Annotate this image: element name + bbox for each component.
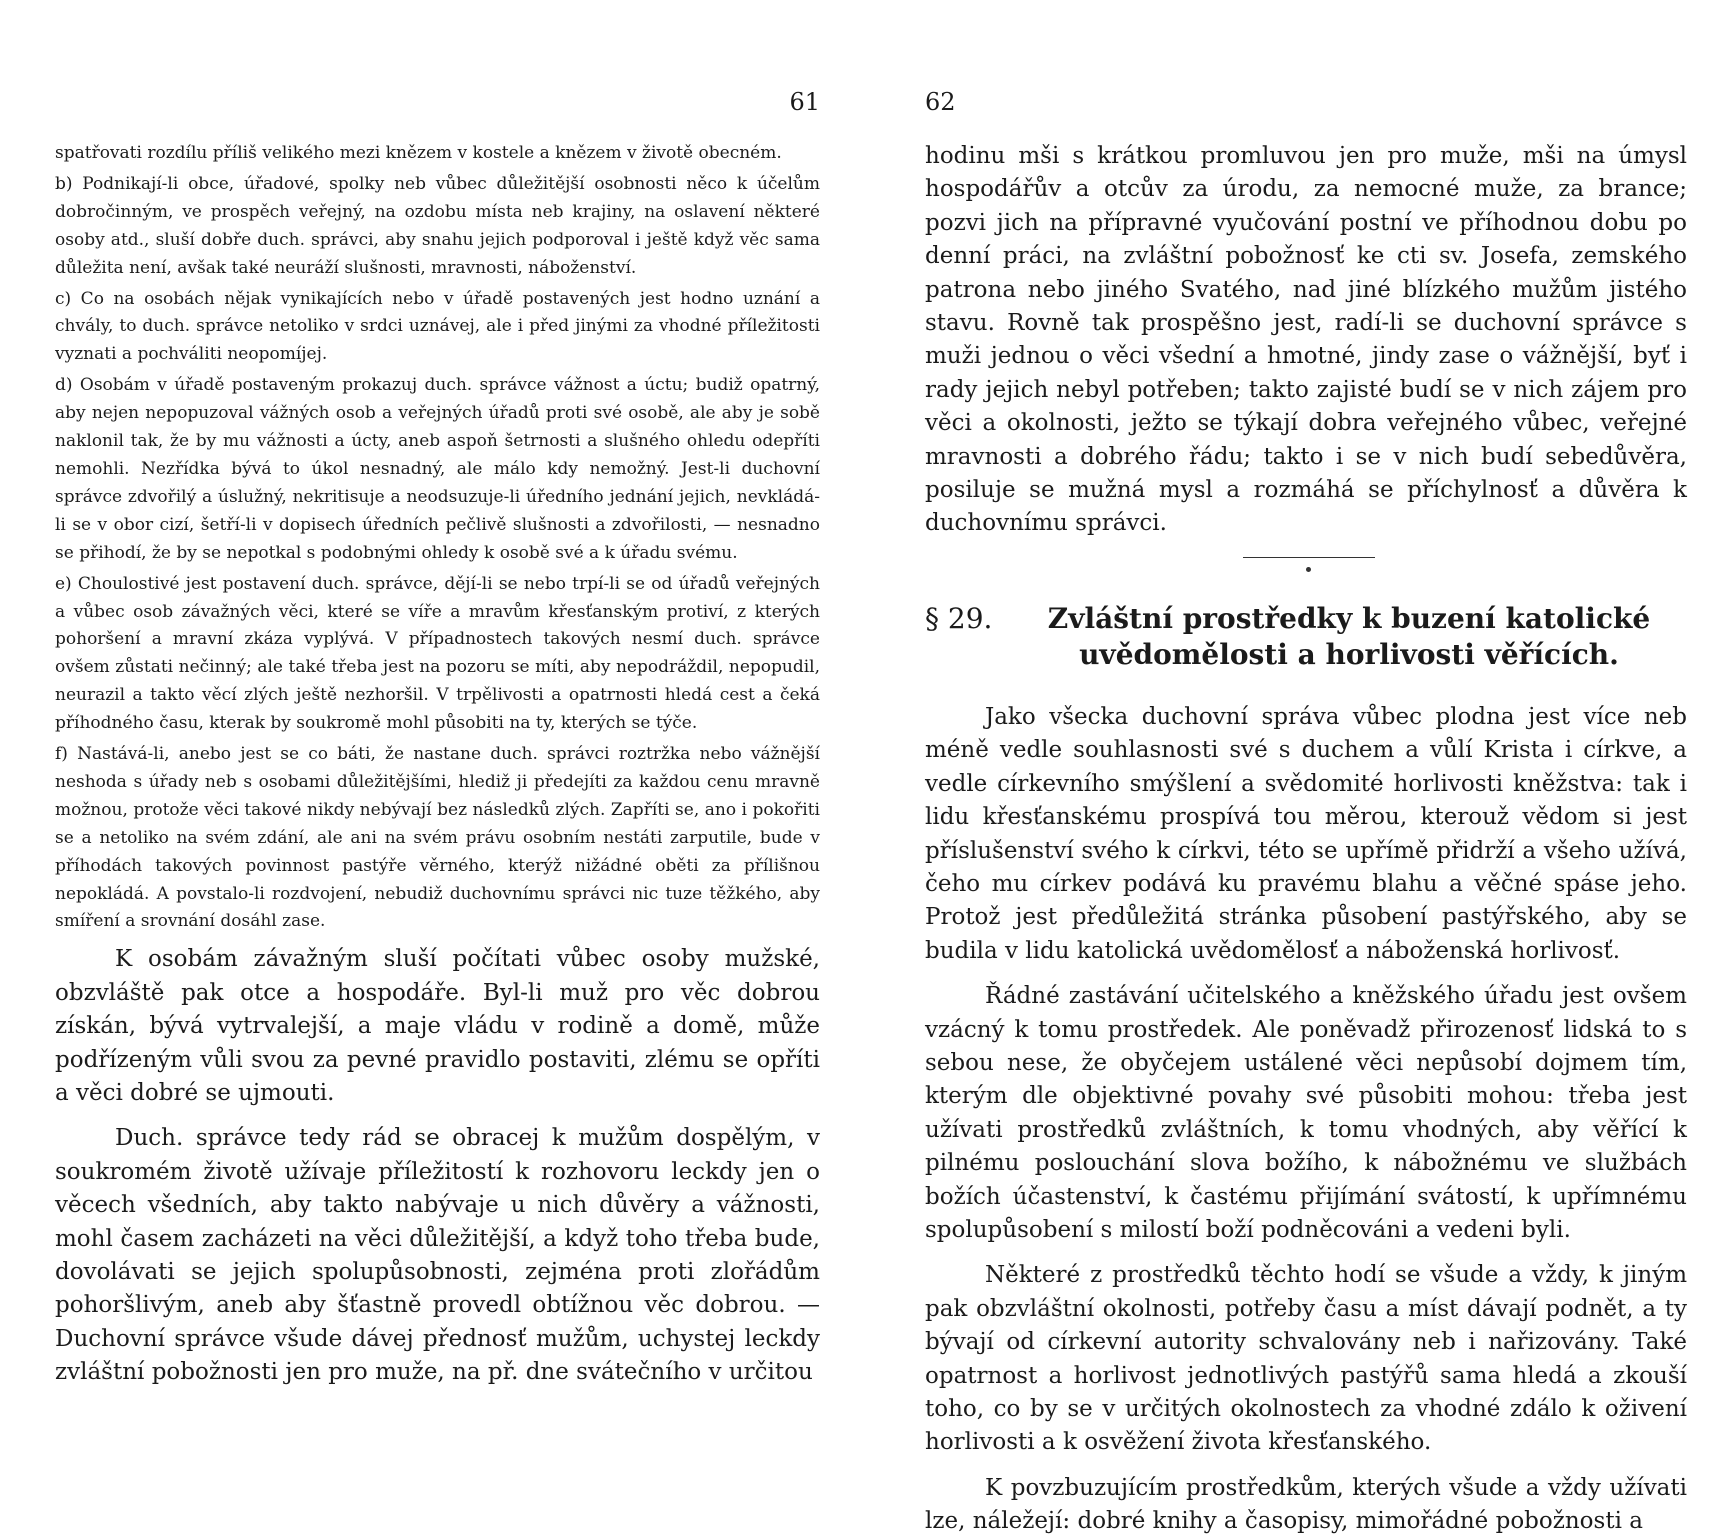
- page-number-right: 62: [925, 88, 956, 116]
- small-paragraph: b) Podnikají-li obce, úřadové, spolky neb vůbec důležitější osobnosti něco k účelům dobročinným, ve prospěch veřejný, na ozdobu místa neb krajiny, na oslavení některé osoby atd., sluší dobře duch. správci, aby snahu jejich podporoval i ještě když věc sama důležita není, avšak také neuráží slušnosti, mravnosti, náboženství.: [55, 173, 820, 278]
- small-paragraph: d) Osobám v úřadě postaveným prokazuj duch. správce vážnost a úctu; budiž opatrný, aby nejen nepopuzoval vážných osob a veřejných úřadů proti své osobě, ale aby je sobě naklonil tak, že by mu vážnosti a úcty, aneb aspoň šetrnosti a slušného ohledu odepříti nemohli. Nezřídka bývá to úkol nesnadný, ale málo kdy nemožný. Jest-li duchovní správce zdvořilý a úslužný, nekritisuje a neodsuzuje-li úředního jednání jejich, nevkládá-li se v obor cizí, šetří-li v dopisech úředních pečlivě slušnosti a zdvořilosti, — nesnadno se přihodí, že by se nepotkal s podobnými ohledy k osobě své a k úřadu svému.: [55, 375, 820, 563]
- body-paragraph: hodinu mši s krátkou promluvou jen pro muže, mši na úmysl hospodářův a otcův za úrodu, za nemocné muže, za brance; pozvi jich na přípravné vyučování postní ve příhodnou dobu po denní práci, na zvláštní pobožnosť ke cti sv. Josefa, zemského patrona nebo jiného Svatého, nad jiné blízkého mužům jistého stavu. Rovně tak prospěšno jest, radí-li se duchovní správce s muži jednou o věci všední a hmotné, jindy zase o vážnější, byť i rady jejich nebyl potřeben; takto zajisté budí se v nich zájem pro věci a okolnosti, ježto se týkají dobra veřejného vůbec, veřejné mravnosti a dobrého řádu; takto i se v nich budí sebedůvěra, posiluje se mužná mysl a rozmáhá se příchylnosť a důvěra k duchovnímu správci.: [925, 143, 1687, 537]
- section-number: § 29.: [925, 601, 993, 635]
- body-paragraph: Duch. správce tedy rád se obracej k mužům dospělým, v soukromém životě užívaje příležitostí k rozhovoru leckdy jen o věcech všedních, aby takto nabývaje u nich důvěry a vážnosti, mohl časem zacházeti na věci důležitější, a když toho třeba bude, dovolávati se jejich spolupůsobnosti, zejména proti zlořádům pohoršlivým, aneb aby šťastně provedl obtížnou věc dobrou. — Duchovní správce všude dávej přednosť mužům, uchystej leckdy zvláštní pobožnosti jen pro muže, na př. dne svátečního v určitou: [55, 1125, 820, 1386]
- small-paragraph: c) Co na osobách nějak vynikajících nebo v úřadě postavených jest hodno uznání a chvály, to duch. správce netoliko v srdci uznávej, ale i před jinými za vhodné příležitosti vyznati a pochváliti neopomíjej.: [55, 288, 820, 365]
- small-paragraph: spatřovati rozdílu příliš velikého mezi knězem v kostele a knězem v životě obecném.: [55, 143, 782, 163]
- page-number-left: 61: [789, 88, 820, 116]
- body-paragraph: K osobám závažným sluší počítati vůbec osoby mužské, obzvláště pak otce a hospodáře. Byl-li muž pro věc dobrou získán, bývá vytrvalejší, a maje vládu v rodině a domě, může podřízeným vůli svou za pevné pravidlo postaviti, zlému se opříti a věci dobré se ujmouti.: [55, 946, 820, 1106]
- body-paragraph: K povzbuzujícím prostředkům, kterých všude a vždy užívati lze, náležejí: dobré knihy a časopisy, mimořádné pobožnosti a: [925, 1474, 1687, 1535]
- small-paragraph: e) Choulostivé jest postavení duch. správce, dějí-li se nebo trpí-li se od úřadů veřejných a vůbec osob závažných věci, které se víře a mravům křesťanským protiví, z kterých pohoršení a mravní zkáza vyplývá. V případnostech takových nesmí duch. správce ovšem zůstati nečinný; ale také třeba jest na pozoru se míti, aby nepodráždil, nepopudil, neurazil a takto věcí zlých ještě nezhoršil. V trpělivosti a opatrnosti hledá cest a čeká příhodného času, kterak by soukromě mohl působiti na ty, kterých se týče.: [55, 573, 820, 734]
- body-paragraph: Jako všecka duchovní správa vůbec plodna jest více neb méně vedle souhlasnosti své s duchem a vůlí Krista i církve, a vedle církevního smýšlení a svědomité horlivosti kněžstva: tak i lidu křesťanskému prospívá tou měrou, kterouž vědom si jest příslušenství svého k církvi, této se upřímě přidrží a všeho užívá, čeho mu církev podává ku pravému blahu a věčné spáse jeho. Protož jest předůležitá stránka působení pastýřského, aby se budila v lidu katolická uvědomělosť a náboženská horlivosť.: [925, 703, 1687, 964]
- divider-dot: [1306, 567, 1311, 572]
- left-page-body: [55, 140, 820, 1390]
- section-heading: [925, 601, 1687, 673]
- small-paragraph: f) Nastává-li, anebo jest se co báti, že nastane duch. správci roztržka nebo vážnější neshoda s úřady neb s osobami důležitějšími, hlediž ji předejíti za každou cenu mravně možnou, protože věci takové nikdy nebývají bez následků zlých. Zapříti se, ano i pokořiti se a netoliko na svém zdání, ale ani na svém právu osobním nestáti zarputile, bude v příhodách takových povinnost pastýře věrného, kterýž nižádné oběti za přílišnou nepokládá. A povstalo-li rozdvojení, nebudiž duchovnímu správci nic tuze těžkého, aby smíření a srovnání dosáhl zase.: [55, 744, 820, 932]
- divider-line: [1243, 557, 1375, 558]
- section-title: Zvláštní prostředky k buzení katolické uvědomělosti a horlivosti věřících.: [1047, 601, 1651, 671]
- body-paragraph: Řádné zastávání učitelského a kněžského úřadu jest ovšem vzácný k tomu prostředek. Ale poněvadž přirozenosť lidská to s sebou nese, že obyčejem ustálené věci nepůsobí dojmem tím, kterým dle objektivné povahy své působiti mohou: třeba jest užívati prostředků zvláštních, k tomu vhodných, aby věřící k pilnému poslouchání slova božího, k nábožnému ve službách božích účastenství, k častému přijímání svátostí, k upřímnému spolupůsobení s milostí boží podněcováni a vedeni byli.: [925, 983, 1687, 1243]
- section-divider: [925, 557, 1687, 587]
- body-paragraph: Některé z prostředků těchto hodí se všude a vždy, k jiným pak obzvláštní okolnosti, potřeby času a míst dávají podnět, a ty bývají od církevní autority schvalovány neb i nařizovány. Také opatrnost a horlivost jednotlivých pastýřů sama hledá a zkouší toho, co by se v určitých okolnostech za vhodné zdálo k oživení horlivosti a k osvěžení života křesťanského.: [925, 1262, 1687, 1456]
- right-page-body: [925, 140, 1687, 1539]
